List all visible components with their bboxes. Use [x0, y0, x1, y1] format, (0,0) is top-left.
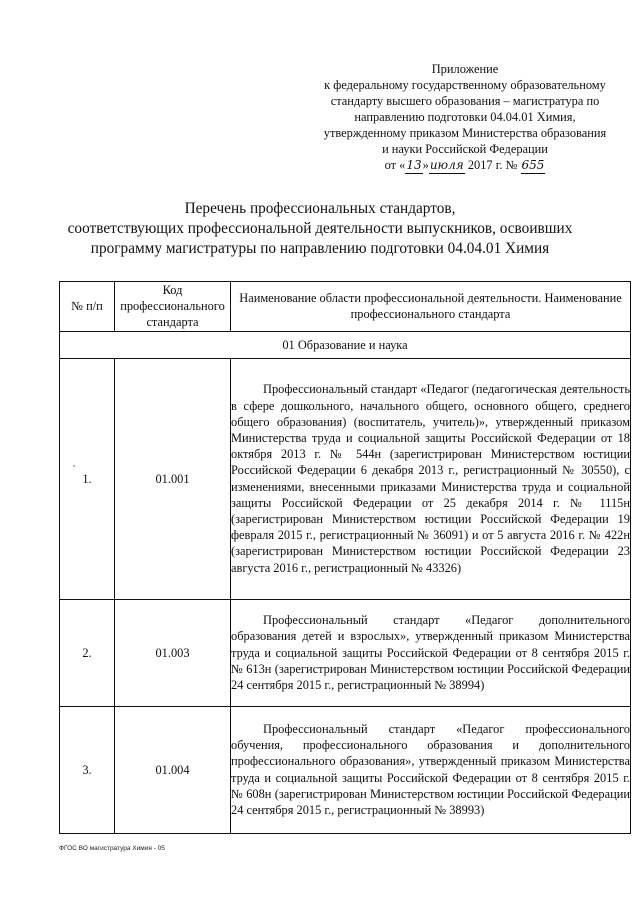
row-desc: Профессиональный стандарт «Педагог дополнительного образования детей и взрослых», утвержденный приказом Министерства труда и социальной защиты Российской Федерации от 8 сентября 2015 г. № 613н (зарегистрирован Министерством юстиции Российской Федерации 24 сентября 2015 г., регистрационный № 38994): [231, 613, 630, 692]
handwritten-day: 13: [406, 158, 422, 172]
row-num: 2.: [60, 599, 115, 706]
row-code: 01.003: [115, 599, 231, 706]
title-line: Перечень профессиональных стандартов,: [184, 200, 456, 217]
row-desc-cell: [231, 706, 631, 833]
scan-speck: [73, 465, 75, 467]
page-footer: ФГОС ВО магистратура Химия - 05: [59, 845, 165, 852]
appendix-line: Приложение: [431, 62, 499, 76]
header-code: Код профессионального стандарта: [115, 282, 231, 332]
date-prefix: от «: [384, 158, 406, 172]
row-code: 01.001: [115, 358, 231, 599]
title-line: соответствующих профессиональной деятельности выпускников, освоивших: [67, 220, 573, 237]
appendix-line: стандарту высшего образования – магистратура по: [330, 94, 600, 108]
row-desc: Профессиональный стандарт «Педагог (педагогическая деятельность в сфере дошкольного, начального общего, основного общего, среднего общего образования) (воспитатель, учитель)», утвержденный приказом Министерства труда и социальной защиты Российской Федерации от 18 октября 2013 г. № 544н (зарегистрирован Министерством юстиции Российской Федерации 6 декабря 2013 г., регистрационный № 30550), с изменениями, внесенными приказами Министерства труда и социальной защиты Российской Федерации от 25 декабря 2014 г. № 1115н (зарегистрирован Министерством юстиции Российской Федерации 19 февраля 2015 г., регистрационный № 36091) и от 5 августа 2016 г. № 422н (зарегистрирован Министерством юстиции Российской Федерации 23 августа 2016 г., регистрационный № 43326): [231, 382, 630, 575]
date-mid: »: [422, 158, 429, 172]
appendix-header: [300, 61, 630, 174]
standards-table: [59, 281, 631, 834]
table-row: [60, 706, 631, 833]
row-num: 1.: [60, 358, 115, 599]
row-desc-cell: [231, 599, 631, 706]
section-title: 01 Образование и наука: [60, 331, 631, 358]
title-line: программу магистратуры по направлению подготовки 04.04.01 Химия: [90, 240, 550, 257]
date-year: 2017 г. №: [467, 158, 518, 172]
row-desc-cell: [231, 358, 631, 599]
appendix-line: и науки Российской Федерации: [382, 142, 548, 156]
handwritten-order-number: 655: [521, 158, 545, 172]
appendix-line: к федеральному государственному образовательному: [324, 78, 606, 92]
table-header-row: [60, 282, 631, 332]
handwritten-month: июля: [429, 158, 464, 172]
table-row: [60, 599, 631, 706]
header-name: Наименование области профессиональной деятельности. Наименование профессионального стандарта: [231, 282, 631, 332]
appendix-line: направлению подготовки 04.04.01 Химия,: [354, 110, 576, 124]
appendix-date-line: [300, 157, 630, 174]
row-desc: Профессиональный стандарт «Педагог профессионального обучения, профессионального образования и дополнительного профессионального образования», утвержденный приказом Министерства труда и социальной защиты Российской Федерации от 8 сентября 2015 г. № 608н (зарегистрирован Министерством юстиции Российской Федерации 24 сентября 2015 г., регистрационный № 38993): [231, 722, 630, 818]
row-code: 01.004: [115, 706, 231, 833]
row-num: 3.: [60, 706, 115, 833]
header-num: № п/п: [60, 282, 115, 332]
table-row: [60, 358, 631, 599]
document-title: [40, 199, 600, 259]
section-row: [60, 331, 631, 358]
appendix-line: утвержденному приказом Министерства образования: [323, 126, 607, 140]
